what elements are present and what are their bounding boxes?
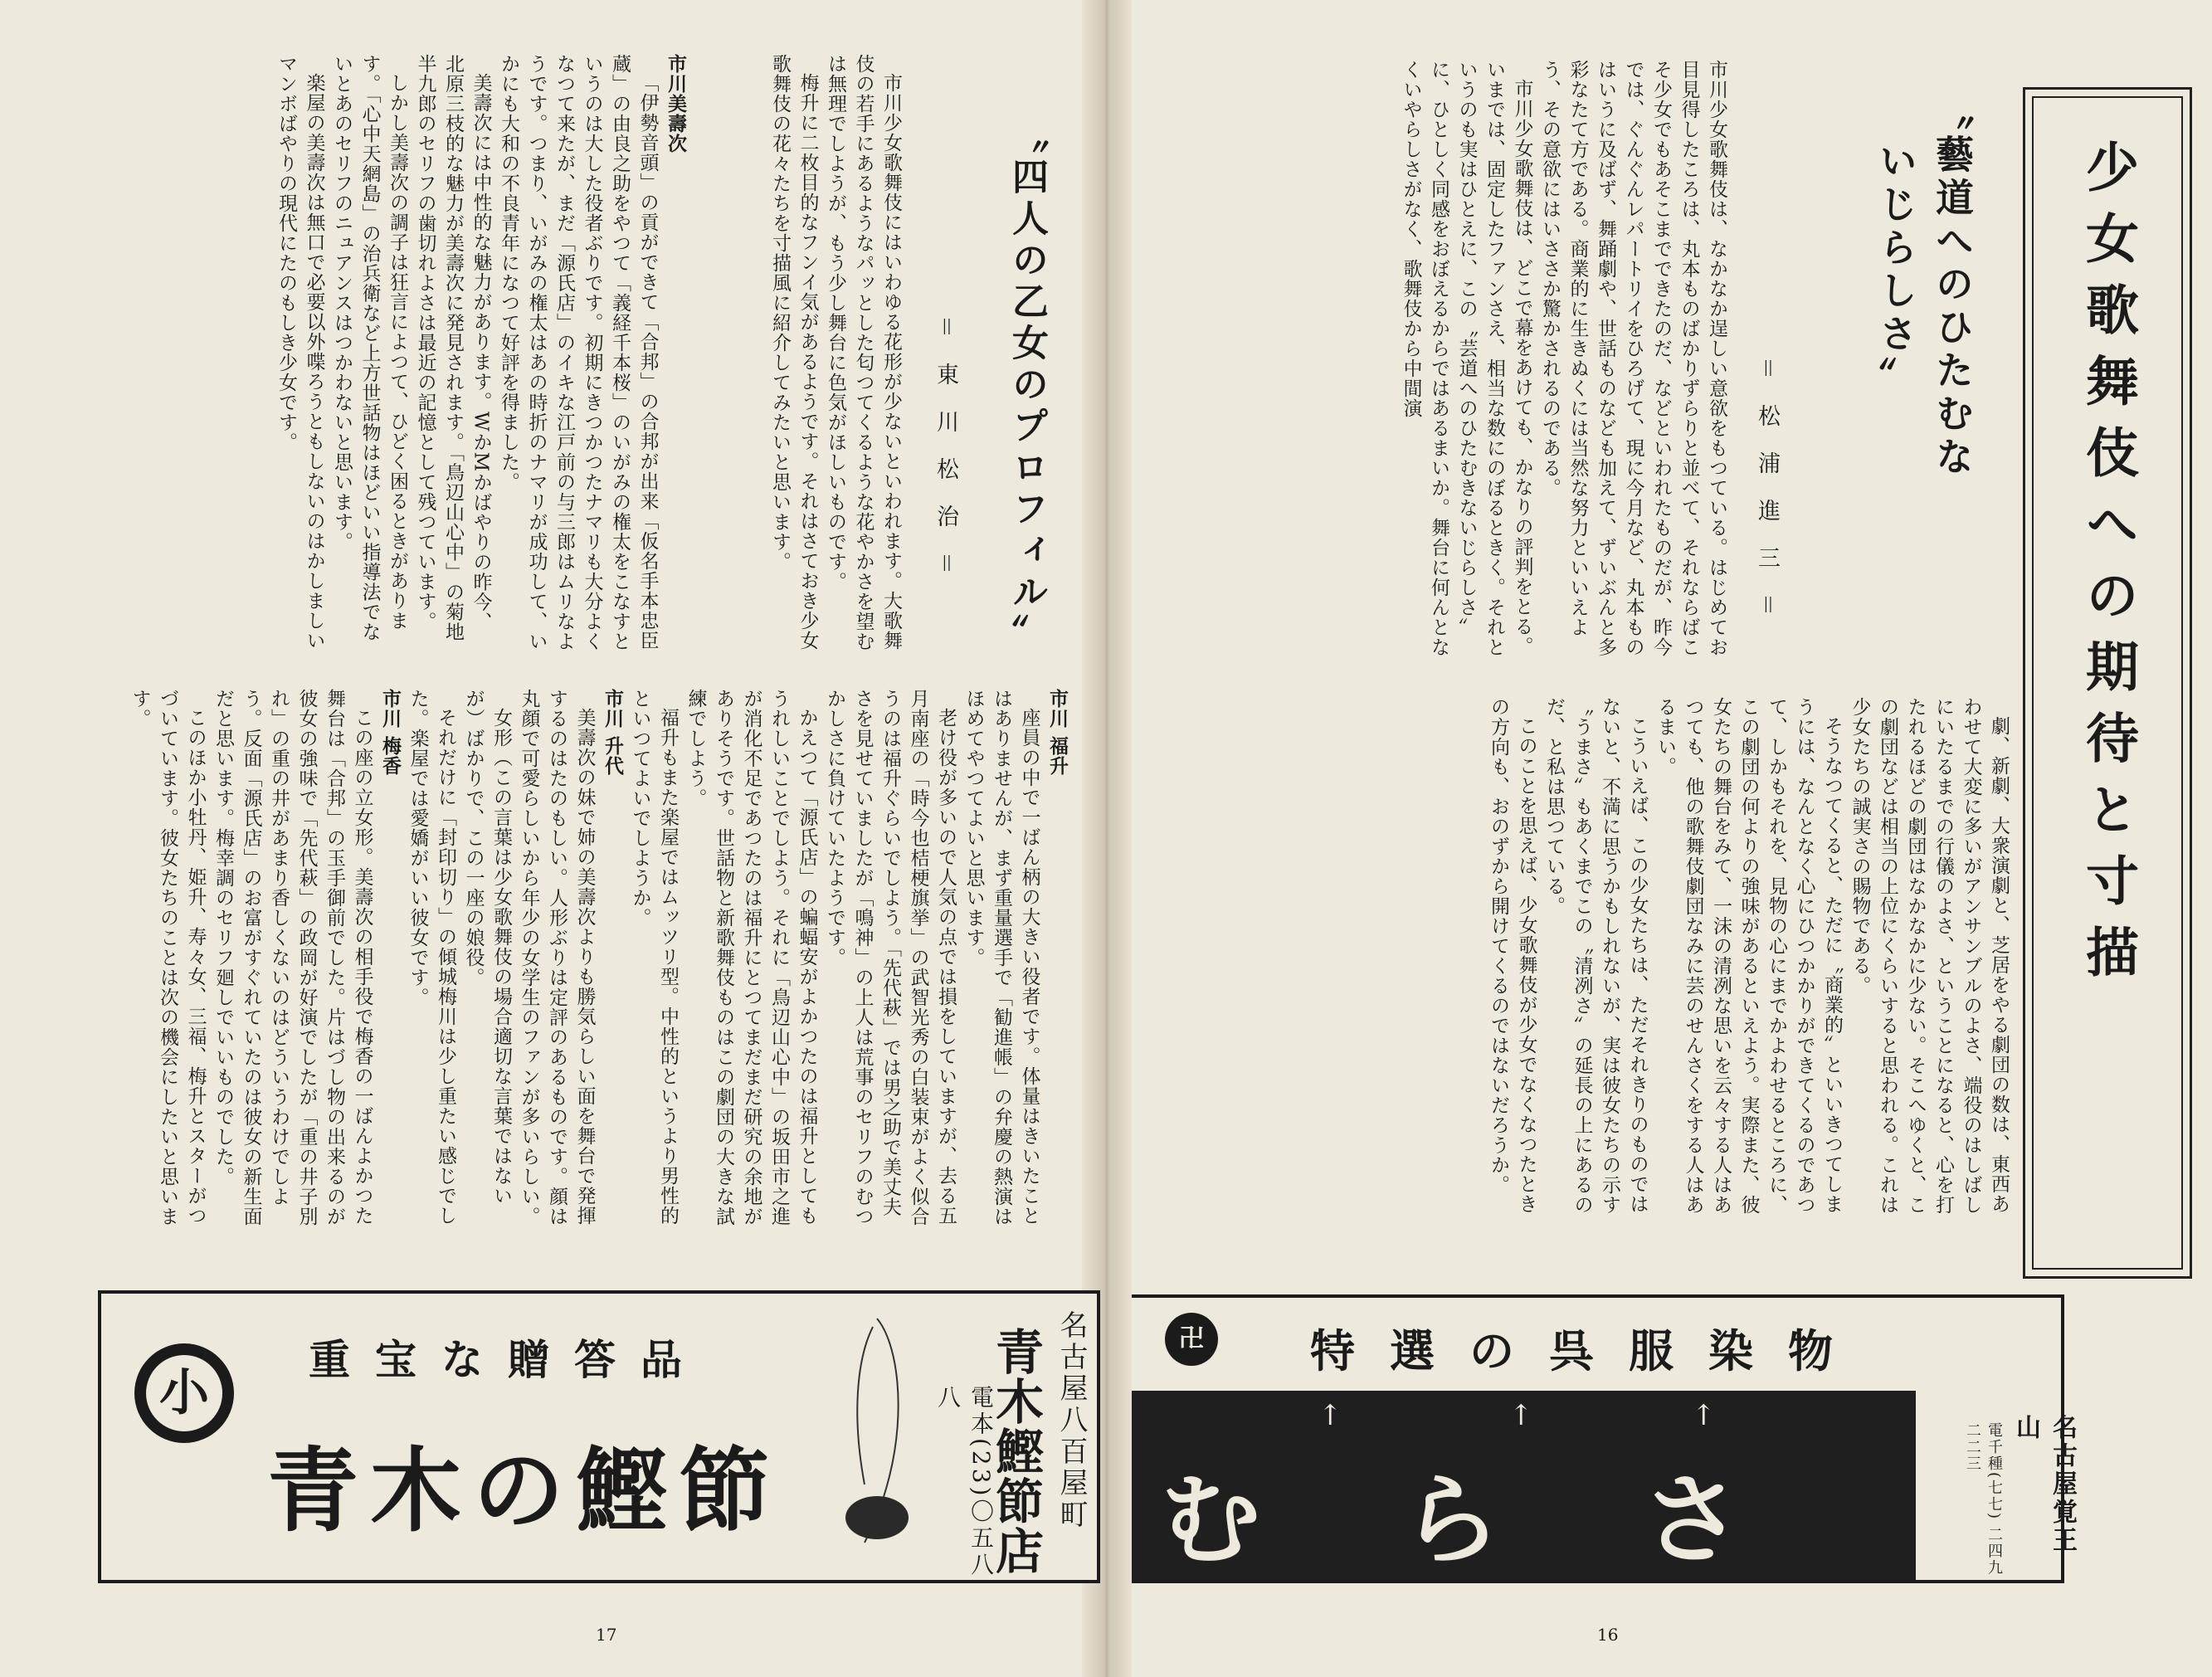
ad-dark-band [1128,1391,1916,1580]
article2-intro-text [697,54,904,651]
article1-para: 劇、新劇、大衆演劇と、芝居をやる劇団の数は、東西あわせて大変に多いがアンサンブルのよさ、端役のはしばしにいたるまでの行儀のよさ、ということになると、心を打たれるほどの劇団はなかなかに少ない。そこへゆくと、この劇団などは相当の上位にくらいすると思われる。これは少女たちの誠実さの賜物である。 [1849,697,2010,1215]
page-number-16: 16 [1597,1625,1619,1645]
ad-phone: 電千種(七七) 二四九 二二三 [1964,1422,2003,1577]
article2-para: 市川少女歌舞伎にはいわゆる花形が少ないといわれます。大歌舞伎の若手にあるようなパッとした匂つてくるような花やかさを望むは無理でしようが、もう少し舞台に色気がほしいものです。 [825,54,902,651]
fish-sketch-icon [840,1310,914,1559]
article2-para: 女形（この言葉は少女歌舞伎の場合適切な言葉ではないが）ばかりで、この一座の娘役。 [462,689,512,1206]
ad-logo-circle [134,1343,234,1443]
ad-headline: 特選の呉服染物 [1310,1325,1868,1377]
article1-para: このことを思えば、少女歌舞伎が少女でなくなつたときの方向も、おのずから開けてくるのではないだろうか。 [1488,697,1537,1214]
section-heading-masuyo: 市川 升代 [602,689,623,777]
article2-para: 「伊勢音頭」の貢ができて「合邦」の合邦が出来「仮名手本忠臣蔵」の由良之助をやつて「義経千本桜」のいがみの権太をこなすというのは大した役者ぶりです。初期にきつかつたナマリも大分よくなつて来たが、まだ「源氏店」のイキな江戸前の与三郎はムリなようです。つまり、いがみの権太はあの時折のナマリが成功して、いかにも大和の不良青年になつて好評を得ました。 [498,54,659,651]
article2-para: 福升もまた楽屋ではムッツリ型。中性的というより男性的といつてよいでしようか。 [629,689,679,1226]
ad-shop-address: 名古屋八百屋町 [1055,1310,1088,1531]
article1-lower-text [1166,697,2012,1228]
katsuobushi-illustration [840,1310,914,1559]
article2-para: かえつて「源氏店」の蝙蝠安がよかつたのは福升としてもうれしいことでしよう。それに「鳥辺山心中」の坂田市之進が消化不足であつたのは福升にとつてまだまだ研究の余地がありそうです。世話物と新歌舞伎ものはこの劇団の大きな試練でしよう。 [685,689,818,1226]
article2-para: この座の立女形。美壽次の相手役で梅香の一ばんよかつた舞台は「合邦」の玉手御前でした。片はづし物の出来るのが彼女の強味で「先代萩」の政岡が好演でしたが「重の井子別れ」の重の井があまり香しくないのはどういうわけでしよう。反面「源氏店」のお富がすぐれていたのは彼女の新生面だと思います。梅幸調のセリフ廻しでいいものでした。 [212,689,373,1226]
ad-product-name: 青木の鰹節 [267,1437,782,1544]
article1-para: そうなつてくると、ただに〝商業的〟といいきつてしまうには、なんとなく心にひつかかりができてくるのであつて、しかもそれを、見物の心にまでかよわせるところに、この劇団の何よりの強味があるといえよう。実際また、彼女たちの舞台をみて、一沫の清冽な思いを云々する人はあつても、他の歌舞伎劇団なみに芸のせんさくをする人はあるまい。 [1654,697,1843,1215]
page-number-17: 17 [596,1625,617,1645]
feature-title-box [2023,87,2192,1279]
section-heading-baika: 市川 梅香 [379,689,401,777]
article1-para: こういえば、この少女たちは、ただそれきりのものではないと、不満に思うかもしれないが、実は彼女たちの示す〝うまさ〟もあくまでこの〝清冽さ〟の延長の上にあるのだ、と私は思つている。 [1543,697,1649,1215]
article2-para: 座員の中で一ばん柄の大きい役者です。体量はきいたことはありませんが、まず重量選手で「勧進帳」の弁慶の熱演はほめてやつてよいと思います。 [962,689,1040,1226]
ad-headline: 重宝な贈答品 [309,1336,707,1384]
ad-arrow: ↑ [1692,1399,1716,1432]
ad-shop-name: 青木鰹節店 [987,1327,1044,1576]
article2-para: 楽屋の美壽次は無口で必要以外喋ろうともしないのはかしましいマンボばやりの現代にたのもしき少女です。 [275,54,325,651]
article2-para: 老け役が多いので人気の点では損をしていますが、去る五月南座の「時今也桔梗旗挙」の武智光秀の白装束がよく似合うのは福升ぐらいでしよう。「先代萩」では男之助で美丈夫さを見せていましたが「鳴神」の上人は荒事のセリフのむつかしさに負けていたようです。 [824,689,957,1226]
article1-title: 〝藝道へのひたむな [1930,91,1975,480]
ad-logo: 卍 [1165,1313,1218,1366]
ad-logo-inner: 小 [146,1355,222,1431]
article2-para: それだけに「封印切り」の傾城梅川は少し重たい感じでした。楽屋では愛嬌がいい彼女です。 [407,689,456,1226]
katsuobushi-ad [98,1290,1100,1583]
ad-shop-name: むらさ [1161,1461,1883,1578]
article1-para: 市川少女歌舞伎は、どこで幕をあけても、かなりの評判をとる。いまでは、固定したファンさえ、相当な数にのぼるときく。それというのも実はひとえに、この〝芸道へのひたむきないじらしさ〟に、ひとしく同感をおぼえるからではあるまいか。舞台に何んとなくいやらしさがなく、歌舞伎から中間演 [1400,60,1533,657]
feature-title: 少女歌舞伎への期待と寸描 [2077,139,2138,996]
ad-phone: 電本(23)〇五八八 [934,1385,995,1579]
article1-upper-text [1166,60,1730,657]
article1-para: 市川少女歌舞伎は、なかなか逞しい意欲をもつている。はじめてお目見得したころは、丸本ものばかりずらりと並べて、それならばこそ少女でもあそこまでできたのだ、などといわれたものだが、昨今では、ぐんぐんレパートリイをひろげて、現に今月など、丸本ものはいうに及ばず、舞踊劇や、世話ものなども加えて、ずいぶんと多彩なたて方である。商業的に生きぬくには当然な努力といいえよう、その意欲にはいささか驚かされるのである。 [1539,60,1727,657]
article2-mizuji-text [116,54,689,651]
ad-address: 名古屋覚王山 [2011,1414,2077,1555]
section-heading-mizuji: 市川美壽次 [665,54,686,154]
article1-title-line2: いじらしさ〟 [1873,141,1918,400]
article2-title: 〝四人の乙女のプロフィル〟 [1006,116,1048,656]
article2-byline: ＝東川松治＝ [933,315,958,599]
article2-para: このほか小牡丹、姫升、寿々女、三福、梅升とスターがつづいています。彼女たちのことは次の機会にしたいと思います。 [129,689,207,1226]
section-heading-fukumasu: 市川 福升 [1046,689,1068,777]
article2-para: 美壽次の妹で姉の美壽次よりも勝気らしい面を舞台で発揮するのはたのもしい。人形ぶりは定評のあるものです。顔は丸顔で可愛らしいから年少の女学生のファンが多いらしい。 [518,689,596,1226]
article2-para: しかし美壽次の調子は狂言によつて、ひどく困るときがあります。「心中天網島」の治兵衛など上方世話物はほどいい指導法でないとあのセリフのニュアンスはつかわないと思います。 [331,54,408,642]
article1-byline: ＝松浦進三＝ [1754,357,1780,641]
article2-para: 美壽次には中性的な魅力があります。WかMかばやりの昨今、北原三枝的な魅力が美壽次に発見されます。「鳥辺山心中」の菊地半九郎のセリフの歯切れよさは最近の記憶として残つています。 [414,54,492,642]
article2-para: 梅升に二枚目的なフンイ気があるようです。それはさておき少女歌舞伎の花々たちを寸描風に紹介してみたいと思います。 [769,54,819,651]
ad-arrow: ↑ [1318,1399,1342,1432]
kimono-shop-ad [1124,1294,2077,1583]
ad-arrow: ↑ [1509,1399,1533,1432]
article2-lower-text [116,689,1070,1228]
